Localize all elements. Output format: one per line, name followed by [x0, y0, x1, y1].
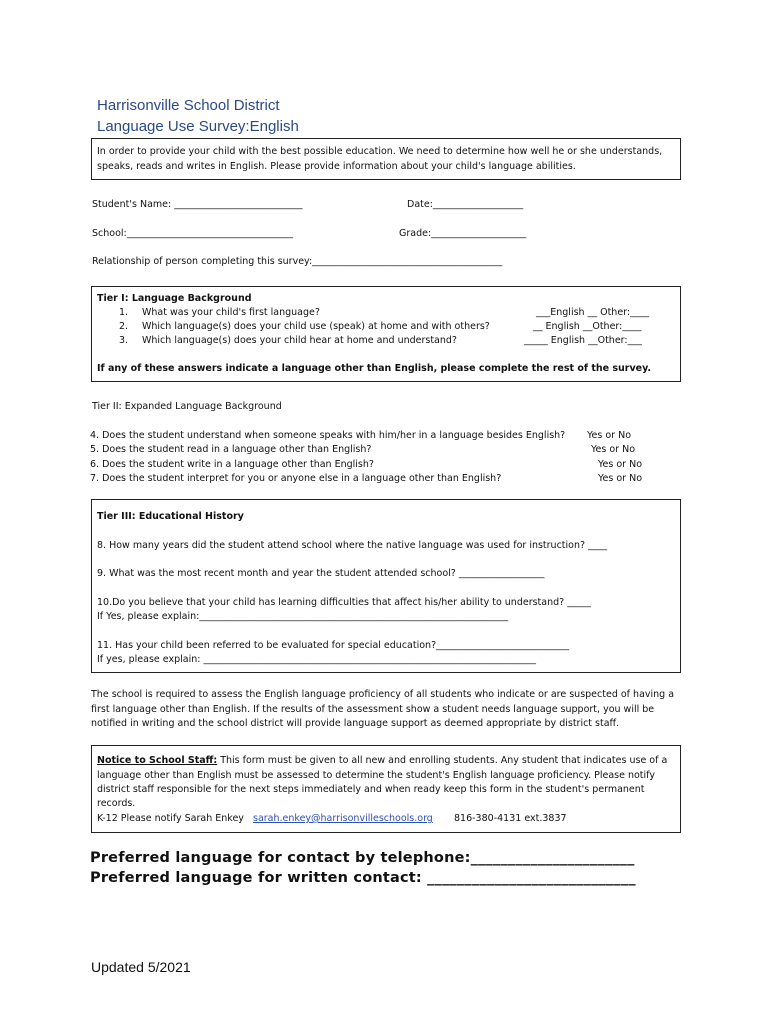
tier1-q2-num: 2.: [119, 321, 129, 332]
tier1-q3-num: 3.: [119, 335, 129, 346]
tier2-q6-answer[interactable]: Yes or No: [598, 459, 643, 470]
tier1-q3-answer[interactable]: _____ English __Other:___: [524, 335, 642, 346]
tier2-q4-text: 4. Does the student understand when someone speaks with him/her in a language besides English?: [90, 430, 566, 441]
intro-box: [91, 138, 681, 180]
notice-line-4: records.: [97, 798, 136, 809]
notice-label: Notice to School Staff:: [97, 755, 218, 766]
tier1-q2-text: Which language(s) does your child use (speak) at home and with others?: [142, 321, 490, 332]
tier1-q1-text: What was your child's first language?: [142, 307, 320, 318]
tier3-q10[interactable]: 10.Do you believe that your child has learning difficulties that affect his/her ability to understand? _____: [97, 597, 591, 608]
notice-line-1: [97, 755, 667, 766]
tier1-heading: Tier I: Language Background: [97, 293, 252, 304]
preferred-telephone-field[interactable]: Preferred language for contact by telephone:______________________: [90, 850, 635, 866]
tier1-q3-text: Which language(s) does your child hear at home and understand?: [142, 335, 457, 346]
notice-contact-prefix: K-12 Please notify Sarah Enkey: [97, 813, 244, 824]
grade-field[interactable]: Grade:____________________: [399, 228, 527, 239]
survey-title: Language Use Survey:English: [97, 118, 299, 135]
tier2-q6-text: 6. Does the student write in a language other than English?: [90, 459, 374, 470]
tier1-note: If any of these answers indicate a language other than English, please complete the rest of the survey.: [97, 363, 652, 374]
notice-line-1-rest: This form must be given to all new and enrolling students. Any student that indicates use of a: [217, 755, 668, 766]
tier1-box: [91, 286, 681, 382]
notice-email-link[interactable]: sarah.enkey@harrisonvilleschools.org: [253, 813, 433, 824]
intro-line-2: speaks, reads and writes in English. Please provide information about your child's language abilities.: [97, 161, 576, 172]
notice-phone: 816-380-4131 ext.3837: [454, 813, 567, 824]
tier3-q9[interactable]: 9. What was the most recent month and year the student attended school? __________________: [97, 568, 545, 579]
student-name-field[interactable]: Student's Name: ___________________________: [92, 199, 303, 210]
tier3-q11-explain[interactable]: If yes, please explain: ______________________________________________________________________: [97, 654, 536, 665]
date-field[interactable]: Date:___________________: [407, 199, 524, 210]
tier2-heading: Tier II: Expanded Language Background: [92, 401, 282, 412]
tier2-q7-answer[interactable]: Yes or No: [598, 473, 643, 484]
relationship-field[interactable]: Relationship of person completing this survey:________________________________________: [92, 256, 503, 267]
notice-line-2: language other than English must be assessed to determine the student's English language proficiency. Please notify: [97, 770, 655, 781]
district-title: Harrisonville School District: [97, 97, 280, 114]
tier3-q8[interactable]: 8. How many years did the student attend school where the native language was used for instruction? ____: [97, 540, 608, 551]
preferred-written-field[interactable]: Preferred language for written contact: ____________________________: [90, 870, 636, 886]
assessment-line-3: notified in writing and the school district will provide language support as deemed appropriate by district staff.: [91, 718, 620, 729]
notice-box: [91, 745, 681, 833]
school-field[interactable]: School:___________________________________: [92, 228, 293, 239]
tier2-q5-text: 5. Does the student read in a language other than English?: [90, 444, 372, 455]
tier2-q5-answer[interactable]: Yes or No: [591, 444, 636, 455]
tier3-box: [91, 499, 681, 673]
notice-line-3: district staff responsible for the next steps immediately and when ready keep this form in the student's permanent: [97, 784, 645, 795]
tier1-q1-answer[interactable]: ___English __ Other:____: [536, 307, 650, 318]
tier1-q2-answer[interactable]: __ English __Other:____: [533, 321, 642, 332]
intro-line-1: In order to provide your child with the best possible education. We need to determine how well he or she understands,: [97, 146, 663, 157]
updated-date: Updated 5/2021: [91, 959, 191, 975]
assessment-line-2: first language other than English. If the results of the assessment show a student needs language support, you will be: [91, 704, 655, 715]
tier3-q11[interactable]: 11. Has your child been referred to be evaluated for special education?____________________________: [97, 640, 570, 651]
tier3-heading: Tier III: Educational History: [97, 511, 244, 522]
tier3-q10-explain[interactable]: If Yes, please explain:_________________________________________________________________: [97, 611, 509, 622]
tier1-q1-num: 1.: [119, 307, 129, 318]
tier2-q4-answer[interactable]: Yes or No: [587, 430, 632, 441]
tier2-q7-text: 7. Does the student interpret for you or anyone else in a language other than English?: [90, 473, 502, 484]
assessment-line-1: The school is required to assess the English language proficiency of all students who indicate or are suspected of having a: [91, 689, 675, 700]
